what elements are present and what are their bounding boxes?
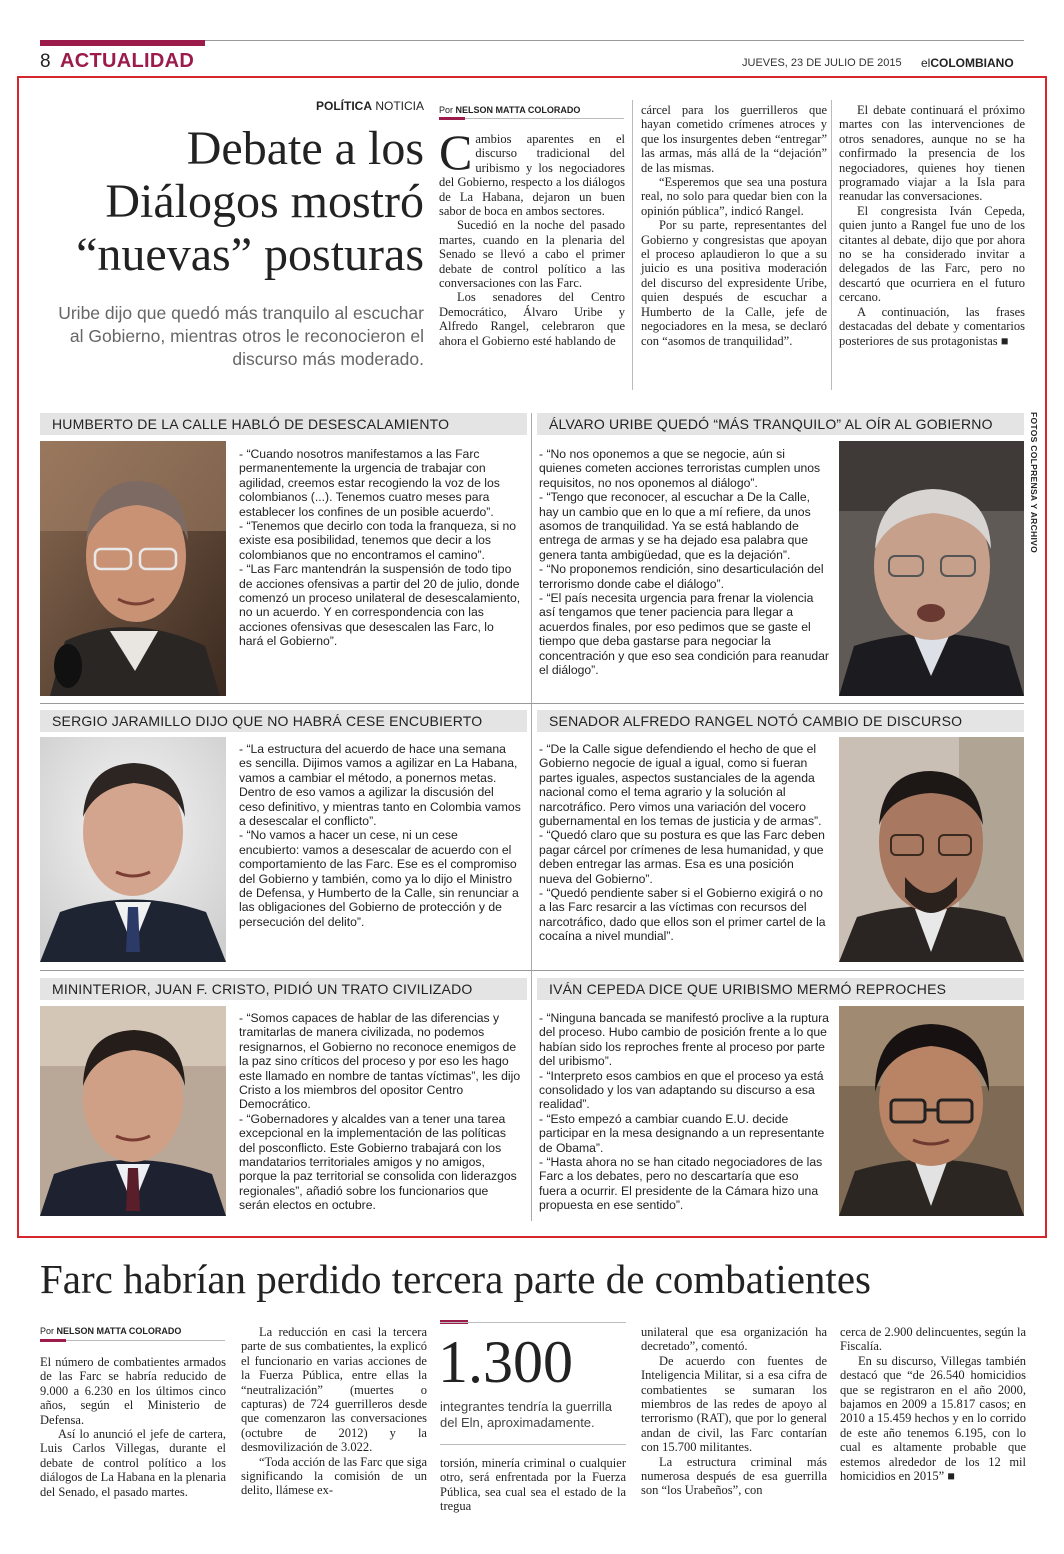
photo-humberto-de-la-calle <box>40 441 226 696</box>
row-divider <box>40 703 1024 704</box>
second-column-5 <box>840 1325 1026 1483</box>
quote-box-text: - “No nos oponemos a que se negocie, aún si quienes cometen acciones terroristas cumplen unos requisitos, no nos oponemos al diálogo”. - “Tengo que reconocer, al escuchar a De la Calle, hay un cambio que en lo que a mí refiere, da unos asomos de tranquilidad. Ya se está hablando de entrega de armas y se ha dejado esa palabra que genera tanta ambigüedad, que es la dejación”. - “No proponemos rendición, sino desarticulación del terrorismo donde cabe el diálogo”. - “El país necesita urgencia para frenar la violencia así tengamos que tener paciencia para llegar a acuerdos finales, por eso pedimos que se gaste el tiempo que deba gastarse para negociar la concentración y que eso sea condición para reanudar el diálogo”. <box>539 447 829 678</box>
article-paragraph: La estructura criminal más numerosa después de esa guerrilla son “los Urabeños”, con <box>641 1454 827 1498</box>
subhead: Uribe dijo que quedó más tranquilo al escuchar al Gobierno, mientras otros le reconocieron el discurso más moderado. <box>58 303 424 369</box>
quote-box-title: MININTERIOR, JUAN F. CRISTO, PIDIÓ UN TRATO CIVILIZADO <box>40 978 527 1000</box>
second-column-3 <box>440 1456 626 1514</box>
byline-accent <box>439 117 465 120</box>
article-paragraph: “Esperemos que sea una postura real, no solo para quedar bien con la opinión pública”, indicó Rangel. <box>641 175 827 218</box>
article-paragraph: El debate continuará el próximo martes con las intervenciones de otros senadores, aunque no se ha confirmado la presencia de los negociadores, quienes hoy tienen programado viajar a la Isla para reanudar las conversaciones. <box>839 103 1025 204</box>
byline-author: NELSON MATTA COLORADO <box>455 105 581 115</box>
kicker-type: NOTICIA <box>375 99 424 113</box>
column-divider <box>632 100 633 390</box>
brand-logo <box>921 56 1014 70</box>
article-paragraph: Así lo anunció el jefe de cartera, Luis Carlos Villegas, durante el debate de control político a los diálogos de La Habana en la plenaria del Senado, el pasado martes. <box>40 1427 226 1499</box>
stat-caption: integrantes tendría la guerrilla del Eln, aproximadamente. <box>440 1399 612 1430</box>
page-number: 8 <box>40 51 51 72</box>
box-divider <box>531 413 532 1221</box>
photo-sergio-jaramillo <box>40 737 226 962</box>
article-paragraph: Los senadores del Centro Democrático, Álvaro Uribe y Alfredo Rangel, celebraron que ahora el Gobierno esté hablando de <box>439 290 625 348</box>
quote-box-title: ÁLVARO URIBE QUEDÓ “MÁS TRANQUILO” AL OÍR AL GOBIERNO <box>537 413 1024 435</box>
quote-box-title: SENADOR ALFREDO RANGEL NOTÓ CAMBIO DE DISCURSO <box>537 710 1024 732</box>
quote-box-title: HUMBERTO DE LA CALLE HABLÓ DE DESESCALAMIENTO <box>40 413 527 435</box>
second-column-1 <box>40 1355 226 1499</box>
photo-alvaro-uribe <box>839 441 1024 696</box>
article-paragraph: Sucedió en la noche del pasado martes, cuando en la plenaria del Senado se llevó a cabo el primer debate de control político a las conversaciones con las Farc. <box>439 218 625 291</box>
second-byline <box>40 1326 181 1336</box>
section-accent-bar <box>40 40 205 46</box>
article-paragraph: A continuación, las frases destacadas del debate y comentarios posteriores de sus protagonistas ■ <box>839 304 1025 348</box>
byline-por: Por <box>439 105 454 115</box>
column-divider <box>831 100 832 390</box>
headline <box>76 122 424 281</box>
stat-rule <box>440 1322 626 1323</box>
article-paragraph: El número de combatientes armados de las Farc se habría reducido de 9.000 a 6.230 en los últimos cinco años, según el Ministerio de Defensa. <box>40 1355 226 1427</box>
headline-line-1: Debate a los <box>186 122 424 175</box>
photo-alfredo-rangel <box>839 737 1024 962</box>
byline-rule <box>40 1340 225 1341</box>
section-name: ACTUALIDAD <box>60 50 195 72</box>
article-paragraph: cerca de 2.900 delincuentes, según la Fiscalía. <box>840 1325 1026 1354</box>
quote-box-text: - “De la Calle sigue defendiendo el hecho de que el Gobierno negocie de igual a igual, como si fueran partes iguales, aspectos sustanciales de la agenda nacional como el tema agrario y la solución al narcotráfico. Pero vimos una variación del vocero gubernamental en los temas de justicia y de armas”. - “Quedó claro que su postura es que las Farc deben pagar cárcel por crímenes de lesa humanidad, y que deben entregar las armas. Esa es una posición nueva del Gobierno”. - “Quedó pendiente saber si el Gobierno exigirá o no a las Farc resarcir a las víctimas con recursos del narcotráfico, dado que ellos son el primer cartel de la cocaína a nivel mundial”. <box>539 742 826 944</box>
stat-number: 1.300 <box>438 1329 573 1395</box>
article-paragraph: “Toda acción de las Farc que siga significando la comisión de un delito, llámese ex- <box>241 1454 427 1498</box>
article-paragraph: cárcel para los guerrilleros que hayan cometido crímenes atroces y que los insurgentes deben “entregar” las armas, más allá de la “dejación” de las mismas. <box>641 103 827 175</box>
headline-line-2: Diálogos mostró <box>105 175 424 228</box>
quote-box-title: SERGIO JARAMILLO DIJO QUE NO HABRÁ CESE ENCUBIERTO <box>40 710 527 732</box>
quote-box-text: - “Ninguna bancada se manifestó proclive a la ruptura del proceso. Hubo cambio de posición frente a lo que habían sido los reproches frente al proceso por parte del uribismo”. - “Interpreto esos cambios en que el proceso ya está consolidado y los van adaptando su discurso a esa realidad”. - “Esto empezó a cambiar cuando E.U. decide participar en la mesa designando a un representante de Obama”. - “Hasta ahora no se han citado negociadores de las Farc a los debates, pero no descartaría que eso fuera a ocurrir. El presidente de la Cámara hizo una propuesta en ese sentido”. <box>539 1011 829 1213</box>
quote-box-title: IVÁN CEPEDA DICE QUE URIBISMO MERMÓ REPROCHES <box>537 978 1024 1000</box>
second-headline: Farc habrían perdido tercera parte de combatientes <box>40 1256 871 1302</box>
issue-date: JUEVES, 23 DE JULIO DE 2015 <box>742 57 902 69</box>
article-paragraph: ambios aparentes en el discurso tradicional del uribismo y los negociadores del Gobierno, respecto a los diálogos de La Habana, dejaron un buen sabor de boca en ambos sectores. <box>439 132 625 219</box>
stat-bottom-rule <box>440 1444 626 1445</box>
article-paragraph: Por su parte, representantes del Gobierno y congresistas que apoyan el proceso aplaudieron lo que a su juicio es una positiva moderación del discurso del expresidente Uribe, quien después de escuchar a Humberto de la Calle, jefe de negociadores en la mesa, se declaró con “asomos de tranquilidad”. <box>641 218 827 348</box>
article-paragraph: De acuerdo con fuentes de Inteligencia Militar, si a esa cifra de combatientes se sumaran los miembros de las redes de apoyo al terrorismo (RAT), que por lo general andan de civil, las Farc contarían con 15.700 militantes. <box>641 1353 827 1455</box>
photo-ivan-cepeda <box>839 1006 1024 1216</box>
quote-box-text: - “Somos capaces de hablar de las diferencias y tramitarlas de manera civilizada, no podemos resignarnos, el Gobierno no reconoce enemigos de la paz sino críticos del proceso y por eso les hago este llamado en nombre de tantas víctimas”, les dijo Cristo a los miembros del opositor Centro Democrático. - “Gobernadores y alcaldes van a tener una tarea excepcional en la implementación de las políticas del posconflicto. Este Gobierno trabajará con los mandatarios territoriales amigos y no amigos, porque la paz territorial se consolida con liderazgos regionales”, añadió sobre los funcionarios que serán electos en octubre. <box>239 1011 521 1213</box>
byline-por: Por <box>40 1326 55 1336</box>
quote-box-text: - “Cuando nosotros manifestamos a las Farc permanentemente la urgencia de trabajar con agilidad, creemos estar recogiendo la voz de los colombianos (...). Tenemos cuatro meses para establecer los confines de un posible acuerdo”. - “Tenemos que decirlo con toda la franqueza, si no existe esa posibilidad, tenemos que decir a los colombianos que no encontramos el camino”. - “Las Farc mantendrán la suspensión de todo tipo de acciones ofensivas a partir del 20 de julio, donde comenzó un proceso unilateral de desescalamiento, no un acuerdo. Y en correspondencia con las acciones ofensivas que desescalen las Farc, lo hará el Gobierno”. <box>239 447 521 649</box>
article-paragraph: La reducción en casi la tercera parte de sus combatientes, la explicó el funcionario en varias acciones de la Fuerza Pública, entre ellas la “neutralización” (muertes o capturas) de 724 guerrilleros desde que comenzaron las conversaciones (octubre de 2012) y la desmovilización de 3.022. <box>241 1325 427 1455</box>
article-paragraph: torsión, minería criminal o cualquier otro, será enfrentada por la Fuerza Pública, sea cual sea el estado de la tregua <box>440 1456 626 1514</box>
photo-credit: FOTOS COLPRENSA Y ARCHIVO <box>1029 412 1039 554</box>
article-column-3 <box>839 103 1025 348</box>
quote-box-text: - “La estructura del acuerdo de hace una semana es sencilla. Dijimos vamos a agilizar en La Habana, vamos a cambiar el método, a ponernos metas. Dentro de eso vamos a agilizar la discusión del ceso definitivo, y mientras tanto en Colombia vamos a desescalar el conflicto”. - “No vamos a hacer un cese, ni un cese encubierto: vamos a desescalar de acuerdo con el comportamiento de las Farc. Ese es el compromiso del Gobierno y también, como ya lo dijo el Ministro de Defensa, y Humberto de la Calle, sin renunciar a las obligaciones del Gobierno de protección y de persecución del delito”. <box>239 742 521 929</box>
byline-rule <box>439 118 624 119</box>
brand-prefix: el <box>921 56 931 70</box>
article-column-2 <box>641 103 827 348</box>
byline-author: NELSON MATTA COLORADO <box>56 1326 182 1336</box>
article-paragraph: En su discurso, Villegas también destacó que “de 26.540 homicidios que se registraron en el año 2000, bajamos en 2009 a 15.817 casos; en 2010 a 15.459 hechos y en lo corrido de este año tenemos 6.195, con lo cual es altamente probable que estemos alrededor de los 12 mil homicidios en 2015” ■ <box>840 1353 1026 1484</box>
second-column-4 <box>641 1325 827 1498</box>
row-divider <box>40 970 1024 971</box>
photo-juan-fernando-cristo <box>40 1006 226 1216</box>
second-column-2 <box>241 1325 427 1498</box>
article-paragraph: unilateral que esa organización ha decretado”, comentó. <box>641 1325 827 1354</box>
byline <box>439 105 580 115</box>
kicker <box>316 99 424 113</box>
drop-cap: C <box>439 124 473 180</box>
article-paragraph: El congresista Iván Cepeda, quien junto a Rangel fue uno de los citantes al debate, dijo que por ahora no se ha considerado invitar a delegados de las Farc, pero no descartó que ocurriera en el futuro cercano. <box>839 203 1025 305</box>
headline-line-3: “nuevas” posturas <box>76 228 424 281</box>
byline-accent <box>40 1339 66 1342</box>
brand-name: COLOMBIANO <box>930 56 1014 70</box>
article-column-1 <box>439 124 625 348</box>
kicker-section: POLÍTICA <box>315 99 372 113</box>
